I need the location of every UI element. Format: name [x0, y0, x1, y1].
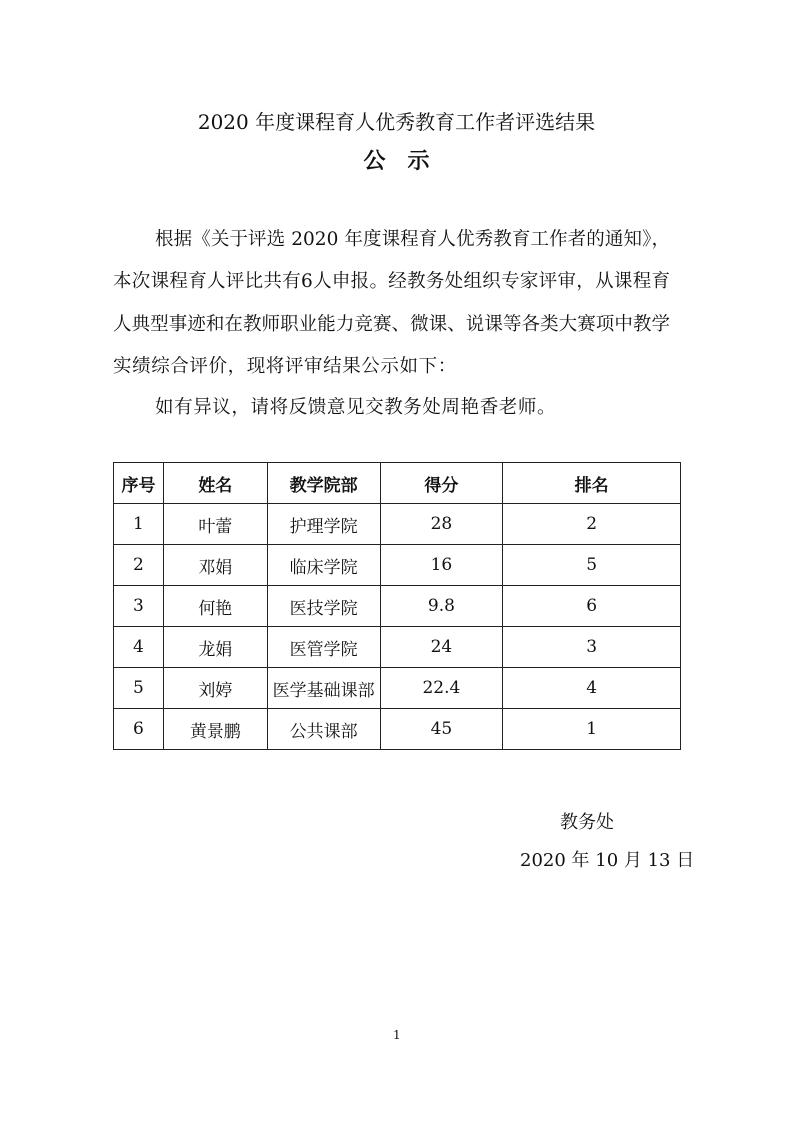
cell-score: 22.4	[380, 668, 503, 709]
cell-score: 16	[380, 545, 503, 586]
cell-score: 28	[380, 504, 503, 545]
document-subtitle: 公示	[363, 149, 452, 174]
cell-index: 6	[114, 709, 164, 750]
cell-department: 医学基础课部	[267, 668, 380, 709]
table-row	[114, 504, 681, 545]
cell-rank: 3	[503, 627, 681, 668]
table-row	[114, 627, 681, 668]
cell-rank: 6	[503, 586, 681, 627]
paragraph-line: 本次课程育人评比共有6人申报。经教务处组织专家评审，从课程育	[113, 271, 670, 292]
objection-note: 如有异议，请将反馈意见交教务处周艳香老师。	[155, 397, 557, 418]
header-index: 序号	[114, 463, 164, 504]
cell-department: 护理学院	[267, 504, 380, 545]
signature: 教务处	[560, 812, 614, 833]
cell-index: 5	[114, 668, 164, 709]
paragraph-line: 根据《关于评选 2020 年度课程育人优秀教育工作者的通知》，	[155, 229, 670, 250]
table-row	[114, 545, 681, 586]
cell-department: 医管学院	[267, 627, 380, 668]
cell-rank: 1	[503, 709, 681, 750]
cell-department: 公共课部	[267, 709, 380, 750]
cell-name: 刘婷	[163, 668, 267, 709]
table-header-row	[114, 463, 681, 504]
header-rank: 排名	[503, 463, 681, 504]
cell-name: 邓娟	[163, 545, 267, 586]
cell-department: 医技学院	[267, 586, 380, 627]
cell-name: 黄景鹏	[163, 709, 267, 750]
cell-index: 4	[114, 627, 164, 668]
results-table	[113, 462, 681, 750]
cell-index: 1	[114, 504, 164, 545]
cell-rank: 5	[503, 545, 681, 586]
cell-index: 3	[114, 586, 164, 627]
cell-name: 叶蕾	[163, 504, 267, 545]
header-score: 得分	[380, 463, 503, 504]
date: 2020 年 10 月 13 日	[520, 850, 695, 871]
header-department: 教学院部	[267, 463, 380, 504]
paragraph-line: 实绩综合评价，现将评审结果公示如下：	[113, 356, 457, 377]
cell-department: 临床学院	[267, 545, 380, 586]
paragraph-line: 人典型事迹和在教师职业能力竞赛、微课、说课等各类大赛项中教学	[113, 314, 670, 335]
table-row	[114, 709, 681, 750]
cell-score: 24	[380, 627, 503, 668]
header-name: 姓名	[163, 463, 267, 504]
table-row	[114, 586, 681, 627]
cell-name: 何艳	[163, 586, 267, 627]
table-row	[114, 668, 681, 709]
page-number: 1	[393, 1028, 401, 1042]
cell-rank: 2	[503, 504, 681, 545]
cell-score: 45	[380, 709, 503, 750]
cell-score: 9.8	[380, 586, 503, 627]
cell-name: 龙娟	[163, 627, 267, 668]
document-title: 2020 年度课程育人优秀教育工作者评选结果	[197, 110, 596, 134]
cell-rank: 4	[503, 668, 681, 709]
cell-index: 2	[114, 545, 164, 586]
